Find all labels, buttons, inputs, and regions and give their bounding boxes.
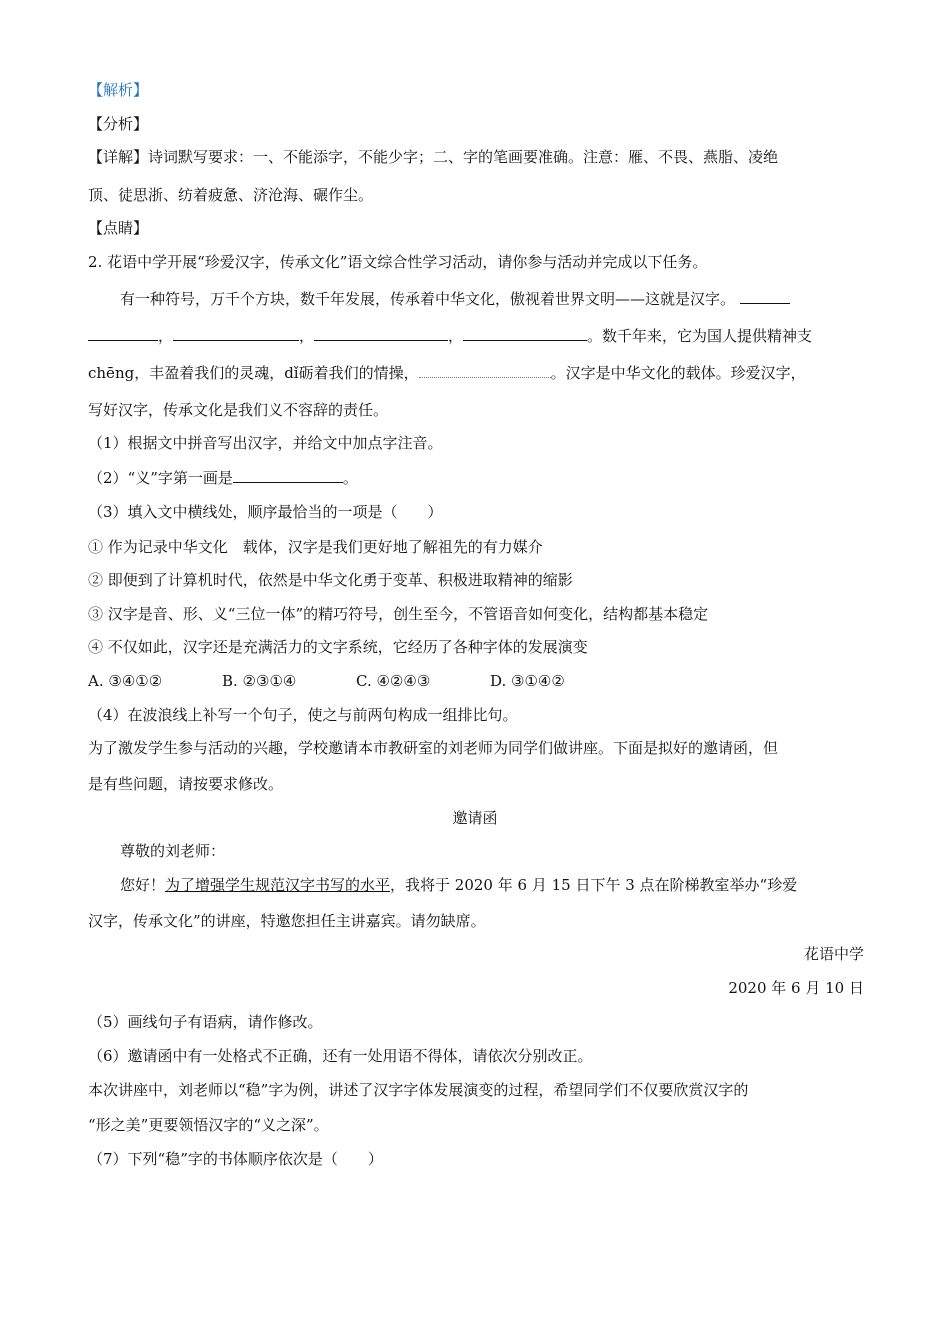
letter-signature: 花语中学 [803, 945, 864, 963]
sub-question-6: （6）邀请函中有一处格式不正确，还有一处用语不得体，请依次分别改正。 [88, 1047, 593, 1065]
fill-blank-3[interactable] [314, 326, 448, 341]
xiangjie-line-1 [88, 146, 778, 168]
lecture-para-line-2: “形之美”更要领悟汉字的“义之深”。 [88, 1116, 329, 1134]
pinyin-cheng-text: chēng，丰盈着我们的灵魂， [88, 364, 285, 382]
xiangjie-tag: 【详解】 [88, 148, 149, 166]
option-b[interactable]: B. ②③①④ [222, 672, 297, 690]
letter-title: 邀请函 [452, 809, 498, 827]
sub-question-5: （5）画线句子有语病，请作修改。 [88, 1013, 323, 1031]
passage-text-3d: 。汉字是中华文化的载体。珍爱汉字， [550, 364, 806, 382]
passage-line-1 [120, 288, 790, 310]
passage-text-1: 有一种符号，万千个方块，数千年发展，传承着中华文化，傲视着世界文明——这就是汉字。 [120, 290, 736, 308]
question-2-title: 2. 花语中学开展“珍爱汉字，传承文化”语文综合性学习活动，请你参与活动并完成以下任务。 [88, 253, 708, 271]
item-1: ① 作为记录中华文化 载体，汉字是我们更好地了解祖先的有力媒介 [88, 538, 543, 556]
letter-body-line-1 [120, 874, 797, 896]
sub-question-3: （3）填入文中横线处，顺序最恰当的一项是（ ） [88, 503, 443, 521]
fill-blank-2[interactable] [173, 326, 299, 341]
intro-line-1: 为了激发学生参与活动的兴趣，学校邀请本市教研室的刘老师为同学们做讲座。下面是拟好的邀请函，但 [88, 739, 779, 757]
underlined-sentence: 为了增强学生规范汉字书写的水平 [165, 876, 391, 894]
sep-1: ， [158, 327, 174, 345]
passage-line-2 [88, 325, 812, 347]
sub2-blank[interactable] [233, 468, 343, 483]
passage-text-2-end: 。数千年来，它为国人提供精神支 [587, 327, 813, 345]
sub-question-1: （1）根据文中拼音写出汉字，并给文中加点字注音。 [88, 434, 443, 452]
sub2-end: 。 [342, 469, 358, 487]
item-3: ③ 汉字是音、形、义“三位一体”的精巧符号，创生至今，不管语音如何变化，结构都基本稳定 [88, 605, 709, 623]
fill-blank-4[interactable] [463, 326, 587, 341]
item-4: ④ 不仅如此，汉字还是充满活力的文字系统，它经历了各种字体的发展演变 [88, 638, 588, 656]
sep-2: ， [299, 327, 315, 345]
sub-question-4: （4）在波浪线上补写一个句子，使之与前两句构成一组排比句。 [88, 706, 518, 724]
fenxi-tag: 【分析】 [88, 115, 149, 133]
wavy-line-blank[interactable] [419, 363, 551, 378]
fill-blank-1-cont[interactable] [88, 326, 158, 341]
sub2-text: （2）“义”字第一画是 [88, 469, 233, 487]
sub-question-2 [88, 467, 358, 489]
sub-question-7: （7）下列“稳”字的书体顺序依次是（ ） [88, 1150, 383, 1168]
answer-options [88, 670, 624, 692]
letter-body-line-2: 汉字，传承文化”的讲座，特邀您担任主讲嘉宾。请勿缺席。 [88, 912, 486, 930]
dianjing-tag: 【点睛】 [88, 219, 149, 237]
letter-date: 2020 年 6 月 10 日 [728, 979, 864, 997]
letter-body-rest: ，我将于 2020 年 6 月 15 日下午 3 点在阶梯教室举办“珍爱 [390, 876, 798, 894]
passage-line-3 [88, 362, 806, 384]
fill-blank-1[interactable] [740, 289, 790, 304]
passage-text-3c: 砺着我们的情操， [298, 364, 419, 382]
option-d[interactable]: D. ③①④② [490, 672, 565, 690]
analysis-tag: 【解析】 [88, 81, 149, 99]
letter-salutation: 尊敬的刘老师： [120, 842, 226, 860]
item-2: ② 即便到了计算机时代，依然是中华文化勇于变革、积极进取精神的缩影 [88, 571, 573, 589]
sep-3: ， [448, 327, 464, 345]
option-a[interactable]: A. ③④①② [88, 672, 163, 690]
letter-greeting: 您好！ [120, 876, 166, 894]
lecture-para-line-1: 本次讲座中，刘老师以“稳”字为例，讲述了汉字字体发展演变的过程，希望同学们不仅要欣赏汉字的 [88, 1081, 749, 1099]
passage-line-4: 写好汉字，传承文化是我们义不容辞的责任。 [88, 401, 389, 419]
intro-line-2: 是有些问题，请按要求修改。 [88, 775, 284, 793]
xiangjie-text-1: 诗词默写要求：一、不能添字，不能少字；二、字的笔画要准确。注意：雁、不畏、燕脂、凌绝 [148, 148, 779, 166]
pinyin-di: dǐ [284, 364, 299, 382]
option-c[interactable]: C. ④②④③ [356, 672, 431, 690]
xiangjie-line-2: 顶、徒思浙、纺着疲惫、济沧海、碾作尘。 [88, 186, 374, 204]
